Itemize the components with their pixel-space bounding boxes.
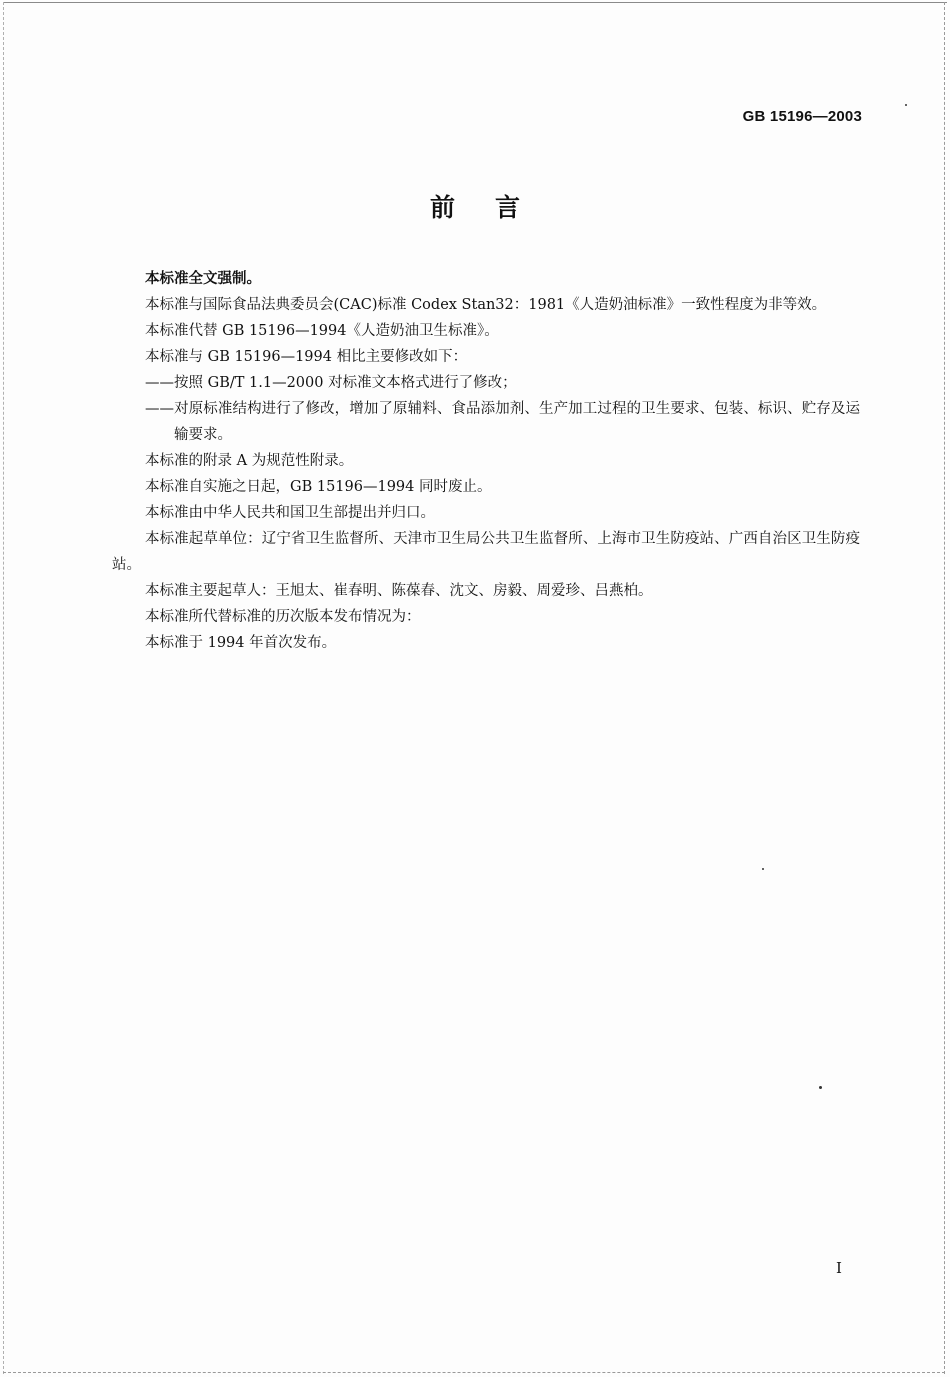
foreword-body bbox=[112, 266, 860, 656]
paragraph-abolish: 本标准自实施之日起，GB 15196—1994 同时废止。 bbox=[145, 479, 492, 495]
paragraph-mandatory: 本标准全文强制。 bbox=[145, 270, 261, 287]
paragraph-annex: 本标准的附录 A 为规范性附录。 bbox=[145, 453, 354, 469]
paragraph-history-intro: 本标准所代替标准的历次版本发布情况为： bbox=[145, 609, 421, 625]
paragraph-drafting-units: 本标准起草单位：辽宁省卫生监督所、天津市卫生局公共卫生监督所、上海市卫生防疫站、广西自治区卫生防疫站。 bbox=[112, 531, 860, 573]
scan-edge-top bbox=[3, 2, 947, 3]
page-title: 前言 bbox=[429, 193, 560, 222]
change-item: ——按照 GB/T 1.1—2000 对标准文本格式进行了修改； bbox=[145, 375, 517, 391]
scan-edge-bottom bbox=[3, 1372, 945, 1373]
paragraph-equivalence: 本标准与国际食品法典委员会(CAC)标准 Codex Stan32：1981《人造奶油标准》一致性程度为非等效。 bbox=[145, 297, 827, 313]
scan-speck bbox=[905, 104, 907, 106]
scan-speck bbox=[819, 1086, 822, 1089]
change-item: ——对原标准结构进行了修改，增加了原辅料、食品添加剂、生产加工过程的卫生要求、包装、标识、贮存及运输要求。 bbox=[145, 401, 860, 443]
scan-speck bbox=[762, 868, 764, 870]
paragraph-changes-intro: 本标准与 GB 15196—1994 相比主要修改如下： bbox=[145, 349, 468, 365]
standard-number: GB 15196—2003 bbox=[742, 108, 862, 125]
paragraph-drafters: 本标准主要起草人：王旭太、崔春明、陈葆春、沈文、房毅、周爱珍、吕燕柏。 bbox=[145, 583, 653, 599]
page-number: I bbox=[836, 1259, 842, 1277]
paragraph-history-first: 本标准于 1994 年首次发布。 bbox=[145, 635, 337, 651]
paragraph-proposed-by: 本标准由中华人民共和国卫生部提出并归口。 bbox=[145, 505, 435, 521]
paragraph-replaces: 本标准代替 GB 15196—1994《人造奶油卫生标准》。 bbox=[145, 323, 499, 339]
